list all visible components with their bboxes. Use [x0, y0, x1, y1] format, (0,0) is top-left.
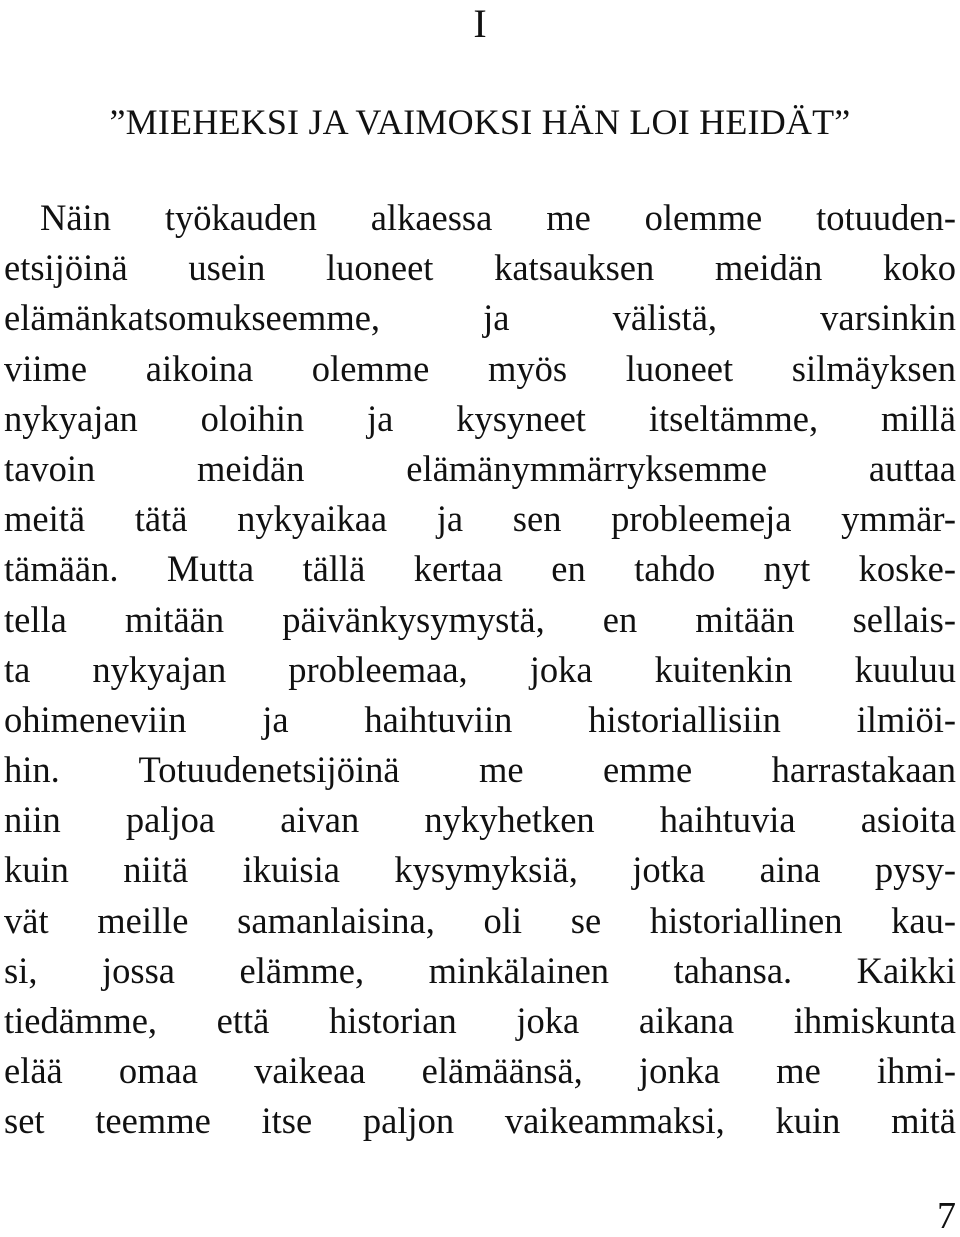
text-line: tella mitään päivänkysymystä, en mitään sellais-	[4, 598, 956, 640]
text-line: elää omaa vaikeaa elämäänsä, jonka me ihmi-	[4, 1050, 956, 1092]
text-line: Näin työkauden alkaessa me olemme totuuden-	[40, 197, 956, 238]
text-line: etsijöinä usein luoneet katsauksen meidän koko	[4, 247, 956, 289]
text-line: viime aikoina olemme myös luoneet silmäyksen	[4, 347, 956, 389]
text-line: nykyajan oloihin ja kysyneet itseltämme, millä	[4, 397, 956, 439]
text-line: niin paljoa aivan nykyhetken haihtuvia asioita	[4, 799, 956, 841]
text-line: ohimeneviin ja haihtuviin historiallisiin ilmiöi-	[4, 698, 956, 740]
text-line: vät meille samanlaisina, oli se historiallinen kau-	[4, 899, 956, 941]
text-line: set teemme itse paljon vaikeammaksi, kuin mitä	[4, 1100, 956, 1142]
text-line: elämänkatsomukseemme, ja välistä, varsinkin	[4, 297, 956, 339]
text-line: si, jossa elämme, minkälainen tahansa. Kaikki	[4, 949, 956, 991]
chapter-number: I	[473, 1, 487, 46]
text-line: meitä tätä nykyaikaa ja sen probleemeja ymmär-	[4, 498, 956, 540]
chapter-title: ”MIEHEKSI JA VAIMOKSI HÄN LOI HEIDÄT”	[109, 102, 851, 142]
text-line: hin. Totuudenetsijöinä me emme harrastakaan	[4, 749, 956, 791]
text-line: tavoin meidän elämänymmärryksemme auttaa	[4, 447, 956, 489]
body-paragraph	[4, 193, 956, 1147]
page-number: 7	[937, 1195, 956, 1237]
text-line: tiedämme, että historian joka aikana ihmiskunta	[4, 1000, 956, 1041]
text-line: tämään. Mutta tällä kertaa en tahdo nyt koske-	[4, 548, 956, 590]
text-line: kuin niitä ikuisia kysymyksiä, jotka aina pysy-	[4, 849, 956, 891]
text-line: ta nykyajan probleemaa, joka kuitenkin kuuluu	[4, 648, 956, 690]
